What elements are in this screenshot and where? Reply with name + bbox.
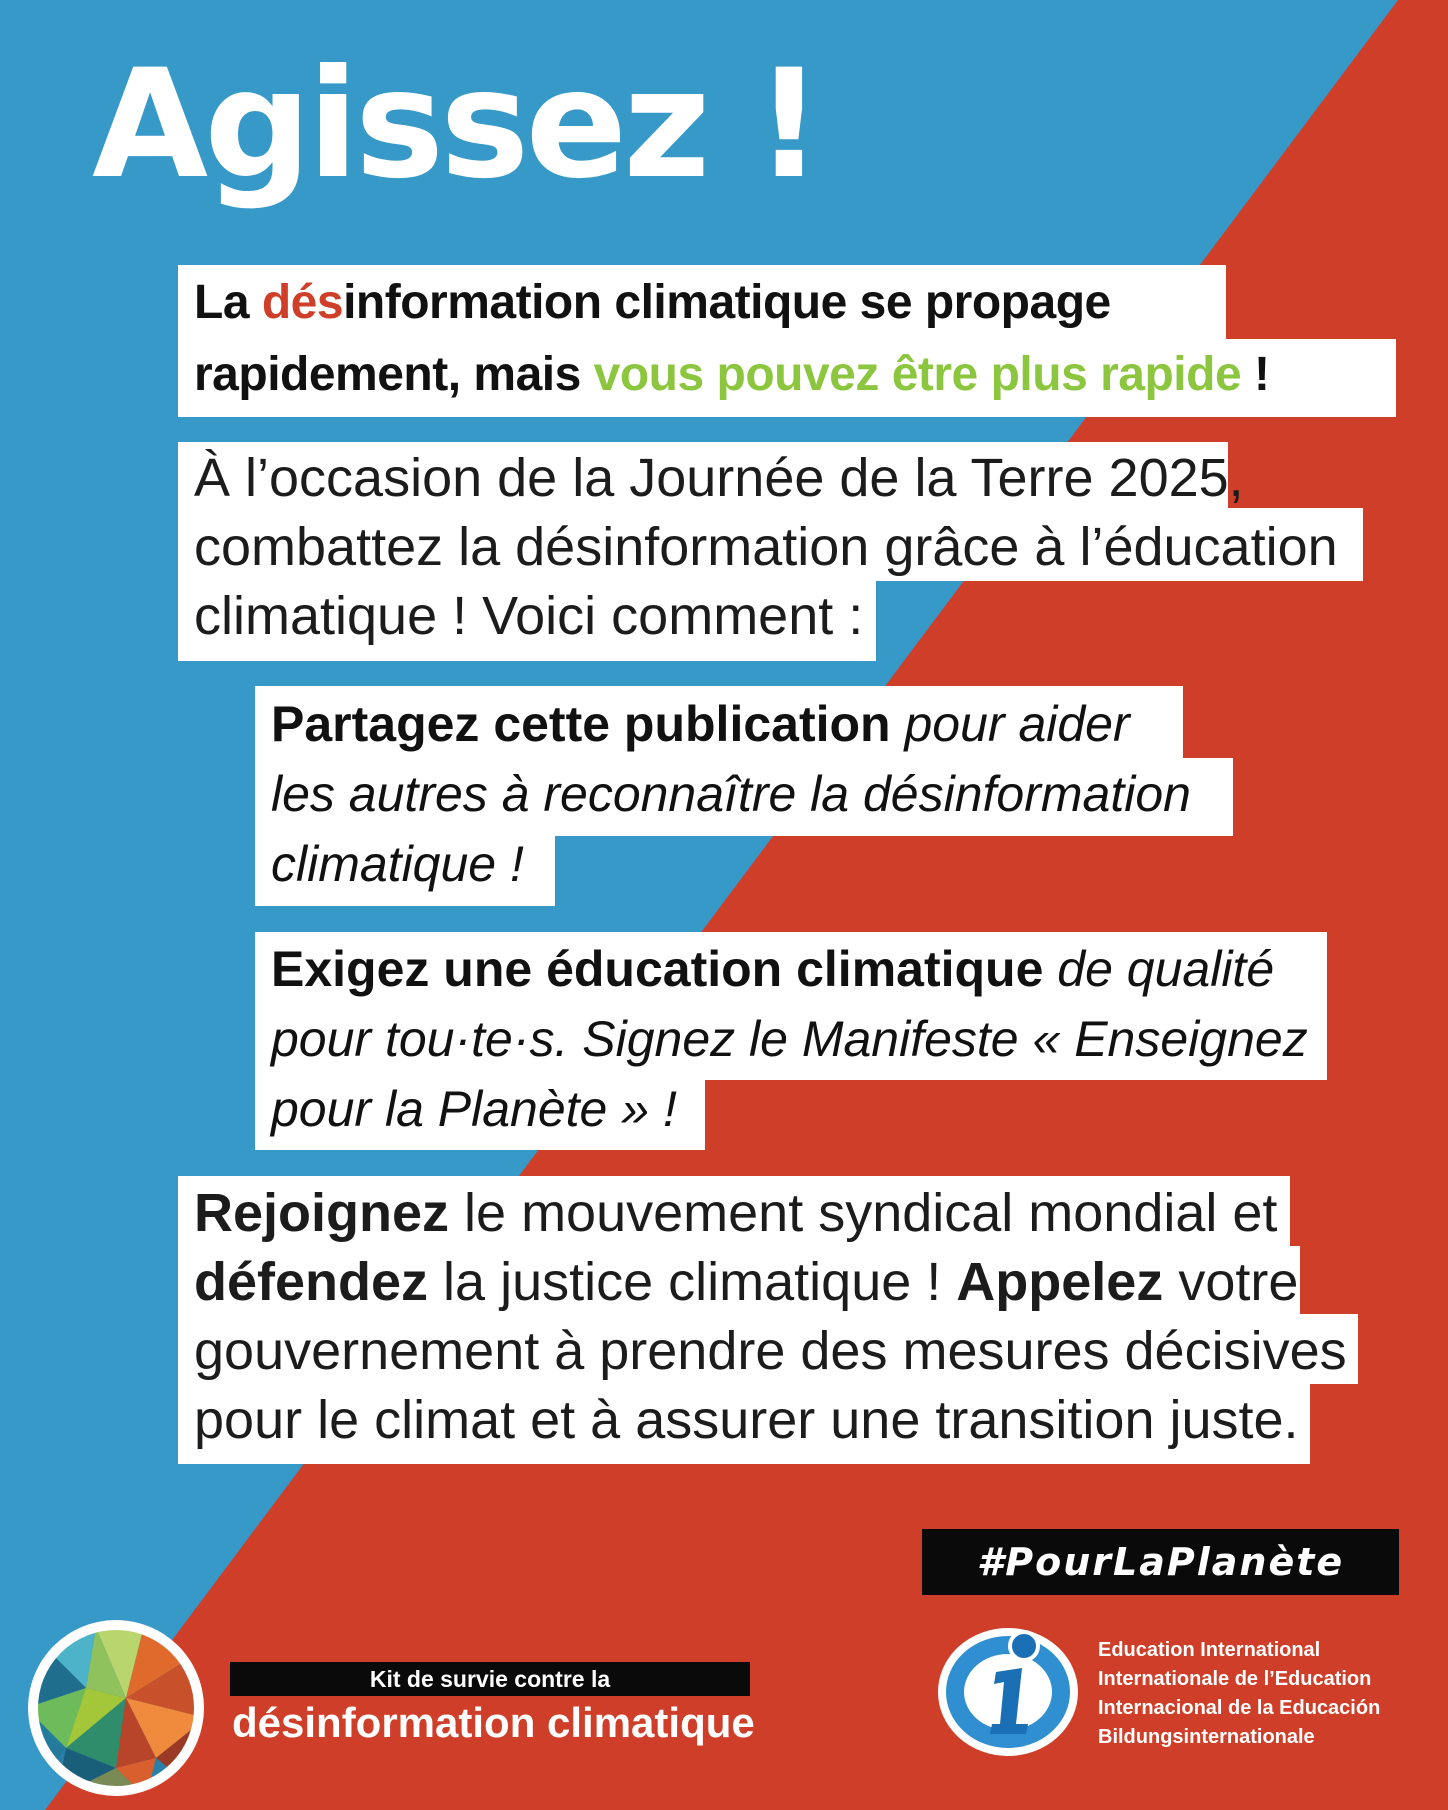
- page-title: Agissez !: [92, 38, 820, 212]
- action-share-line3: climatique !: [271, 836, 524, 892]
- intro-line3: climatique ! Voici comment :: [194, 586, 864, 646]
- closing-line1: Rejoignez le mouvement syndical mondial et: [194, 1183, 1278, 1243]
- lead-line1: La désinformation climatique se propage: [194, 276, 1111, 329]
- lead-highlight-green: vous pouvez être plus rapide: [593, 348, 1242, 401]
- closing-line3: gouvernement à prendre des mesures décisives: [194, 1321, 1347, 1381]
- ei-name-de: Bildungsinternationale: [1098, 1726, 1315, 1748]
- action-demand-line2: pour tou·te·s. Signez le Manifeste « Enseignez: [271, 1011, 1308, 1067]
- closing-line4: pour le climat et à assurer une transition juste.: [194, 1390, 1299, 1450]
- education-international-logo-icon: [936, 1620, 1086, 1760]
- hashtag-badge: #PourLaPlanète: [922, 1529, 1399, 1595]
- kit-label-big: désinformation climatique: [232, 1699, 755, 1746]
- closing-line2: défendez la justice climatique ! Appelez votre: [194, 1252, 1299, 1312]
- action-share-line1: Partagez cette publication pour aider: [271, 696, 1130, 752]
- action-demand-line1: Exigez une éducation climatique de qualité: [271, 941, 1275, 997]
- ei-name-fr: Internationale de l’Education: [1098, 1668, 1372, 1690]
- polygon-globe-logo-icon: [26, 1618, 206, 1798]
- ei-name-en: Education International: [1098, 1639, 1321, 1661]
- intro-line1: À l’occasion de la Journée de la Terre 2025,: [194, 448, 1244, 508]
- action-demand-line3: pour la Planète » !: [271, 1081, 677, 1137]
- ei-name-es: Internacional de la Educación: [1098, 1697, 1381, 1719]
- ei-organization-names: [1098, 1636, 1380, 1752]
- kit-label-small: Kit de survie contre la: [369, 1666, 611, 1692]
- lead-line2: rapidement, mais vous pouvez être plus rapide !: [194, 348, 1270, 401]
- intro-line2: combattez la désinformation grâce à l’éducation: [194, 517, 1338, 577]
- lead-highlight-red: dés: [261, 276, 344, 329]
- action-share-line2: les autres à reconnaître la désinformation: [271, 766, 1191, 822]
